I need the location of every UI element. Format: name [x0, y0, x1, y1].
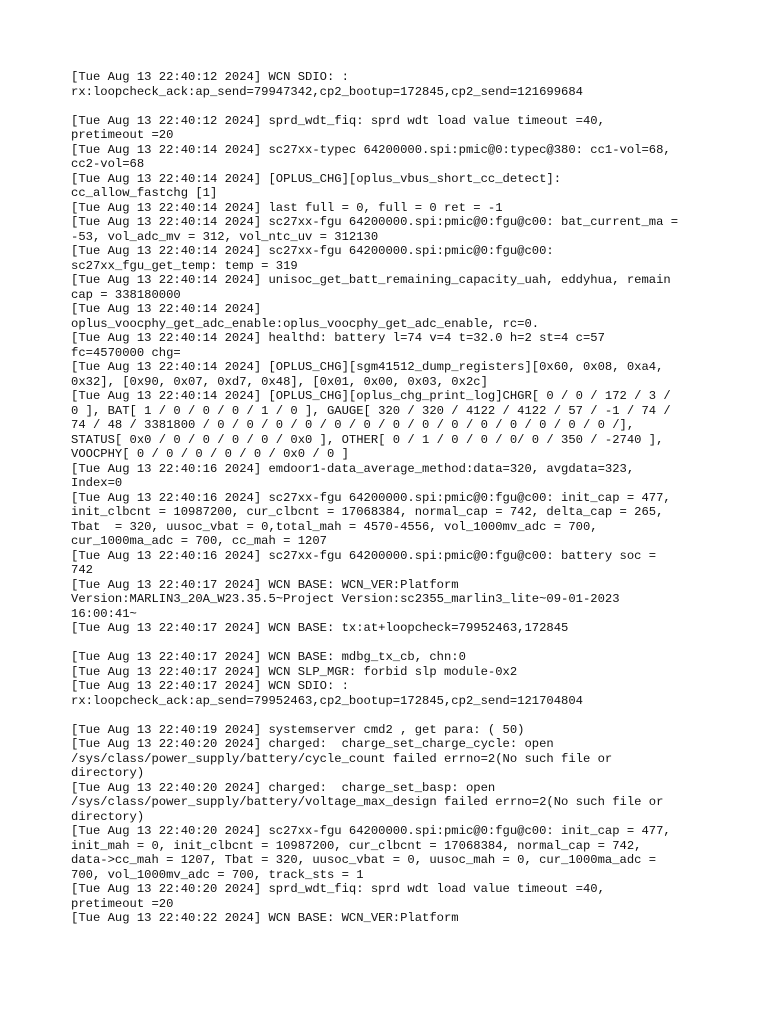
log-line: [Tue Aug 13 22:40:16 2024] emdoor1-data_average_method:data=320, avgdata=323, [71, 461, 635, 476]
log-line: data->cc_mah = 1207, Tbat = 320, uusoc_vbat = 0, uusoc_mah = 0, cur_1000ma_adc = [71, 853, 657, 867]
log-line: 700, vol_1000mv_adc = 700, track_sts = 1 [71, 867, 364, 882]
log-line [71, 708, 711, 723]
log-line: sc27xx_fgu_get_temp: temp = 319 [71, 258, 298, 273]
log-line: pretimeout =20 [71, 128, 174, 142]
log-line: [Tue Aug 13 22:40:14 2024] sc27xx-fgu 64200000.spi:pmic@0:fgu@c00: bat_current_ma = [71, 215, 679, 229]
log-line: [Tue Aug 13 22:40:20 2024] charged: charge_set_basp: open [71, 780, 496, 795]
blank-line: [Tue Aug 13 22:40:19 2024] systemserver cmd2 , get para: ( 50) [71, 722, 525, 737]
log-line: cc_allow_fastchg [1] [71, 186, 218, 200]
log-line: Version:MARLIN3_20A_W23.35.5~Project Version:sc2355_marlin3_lite~09-01-2023 [71, 592, 620, 606]
log-line: cap = 338180000 [71, 287, 181, 302]
log-line: rx:loopcheck_ack:ap_send=79947342,cp2_bootup=172845,cp2_send=121699684 [71, 84, 583, 99]
log-line: [Tue Aug 13 22:40:20 2024] sc27xx-fgu 64200000.spi:pmic@0:fgu@c00: init_cap = 477, [71, 824, 671, 838]
log-line: [Tue Aug 13 22:40:14 2024] [OPLUS_CHG][oplus_vbus_short_cc_detect]: [71, 171, 562, 186]
log-line: cur_1000ma_adc = 700, cc_mah = 1207 [71, 534, 327, 548]
log-line: Index=0 [71, 476, 123, 490]
log-line: oplus_voocphy_get_adc_enable:oplus_voocphy_get_adc_enable, rc=0. [71, 316, 540, 331]
log-line: [Tue Aug 13 22:40:17 2024] WCN SDIO: : [71, 679, 349, 693]
log-line: [Tue Aug 13 22:40:14 2024] last full = 0, full = 0 ret = -1 [71, 200, 503, 215]
log-line: [Tue Aug 13 22:40:14 2024] sc27xx-fgu 64200000.spi:pmic@0:fgu@c00: [71, 244, 554, 258]
log-line: -53, vol_adc_mv = 312, vol_ntc_uv = 312130 [71, 229, 379, 244]
log-line: 0 ], BAT[ 1 / 0 / 0 / 0 / 1 / 0 ], GAUGE[ 320 / 320 / 4122 / 4122 / 57 / -1 / 74 / [71, 403, 671, 418]
log-line: VOOCPHY[ 0 / 0 / 0 / 0 / 0 / 0x0 / 0 ] [71, 447, 349, 461]
log-line: /sys/class/power_supply/battery/cycle_count failed errno=2(No such file or [71, 751, 613, 766]
blank-line: [Tue Aug 13 22:40:17 2024] WCN BASE: mdbg_tx_cb, chn:0 [71, 650, 466, 664]
log-line: directory) [71, 766, 145, 780]
log-line: [Tue Aug 13 22:40:17 2024] WCN SLP_MGR: forbid slp module-0x2 [71, 664, 518, 679]
log-line: [Tue Aug 13 22:40:12 2024] WCN SDIO: : [71, 70, 349, 84]
log-line [71, 926, 711, 941]
log-line: [Tue Aug 13 22:40:20 2024] charged: charge_set_charge_cycle: open [71, 737, 554, 751]
log-line: [Tue Aug 13 22:40:14 2024] [OPLUS_CHG][sgm41512_dump_registers][0x60, 0x08, 0xa4, [71, 360, 664, 374]
log-line: 74 / 48 / 3381800 / 0 / 0 / 0 / 0 / 0 / 0 / 0 / 0 / 0 / 0 / 0 / 0 / 0 / 0 /], [71, 418, 635, 432]
log-line: [Tue Aug 13 22:40:14 2024] healthd: battery l=74 v=4 t=32.0 h=2 st=4 c=57 [71, 331, 605, 345]
log-line: init_clbcnt = 10987200, cur_clbcnt = 17068384, normal_cap = 742, delta_cap = 265, [71, 505, 664, 519]
log-line: STATUS[ 0x0 / 0 / 0 / 0 / 0 / 0x0 ], OTHER[ 0 / 1 / 0 / 0 / 0/ 0 / 350 / -2740 ], [71, 432, 664, 447]
log-line: fc=4570000 chg= [71, 345, 181, 360]
log-line: pretimeout =20 [71, 896, 174, 911]
log-line: [Tue Aug 13 22:40:22 2024] WCN BASE: WCN_VER:Platform [71, 911, 459, 925]
log-line: [Tue Aug 13 22:40:17 2024] WCN BASE: WCN_VER:Platform [71, 577, 459, 592]
log-line [71, 636, 711, 651]
log-line: /sys/class/power_supply/battery/voltage_max_design failed errno=2(No such file or [71, 795, 664, 809]
log-line: [Tue Aug 13 22:40:20 2024] sprd_wdt_fiq: sprd wdt load value timeout =40, [71, 882, 605, 896]
log-line: init_mah = 0, init_clbcnt = 10987200, cur_clbcnt = 17068384, normal_cap = 742, [71, 838, 642, 853]
log-line: 742 [71, 563, 93, 577]
log-line: [Tue Aug 13 22:40:16 2024] sc27xx-fgu 64200000.spi:pmic@0:fgu@c00: init_cap = 477, [71, 490, 671, 505]
log-line: [Tue Aug 13 22:40:12 2024] sprd_wdt_fiq: sprd wdt load value timeout =40, [71, 113, 605, 128]
log-line: Tbat = 320, uusoc_vbat = 0,total_mah = 4570-4556, vol_1000mv_adc = 700, [71, 519, 598, 534]
log-line: [Tue Aug 13 22:40:14 2024] unisoc_get_batt_remaining_capacity_uah, eddyhua, remain [71, 273, 671, 287]
log-line: rx:loopcheck_ack:ap_send=79952463,cp2_bootup=172845,cp2_send=121704804 [71, 693, 583, 708]
log-line: [Tue Aug 13 22:40:14 2024] sc27xx-typec 64200000.spi:pmic@0:typec@380: cc1-vol=68, [71, 142, 671, 157]
log-line: 0x32], [0x90, 0x07, 0xd7, 0x48], [0x01, 0x00, 0x03, 0x2c] [71, 374, 488, 389]
log-line: directory) [71, 809, 145, 824]
blank-line [71, 99, 711, 114]
log-line: [Tue Aug 13 22:40:14 2024] [71, 302, 262, 316]
log-line: [Tue Aug 13 22:40:16 2024] sc27xx-fgu 64200000.spi:pmic@0:fgu@c00: battery soc = [71, 548, 657, 563]
log-line: cc2-vol=68 [71, 157, 145, 171]
log-document [71, 70, 711, 940]
log-line: 16:00:41~ [71, 606, 137, 621]
log-line: [Tue Aug 13 22:40:14 2024] [OPLUS_CHG][oplus_chg_print_log]CHGR[ 0 / 0 / 172 / 3 / [71, 389, 671, 403]
log-line: [Tue Aug 13 22:40:17 2024] WCN BASE: tx:at+loopcheck=79952463,172845 [71, 621, 569, 635]
